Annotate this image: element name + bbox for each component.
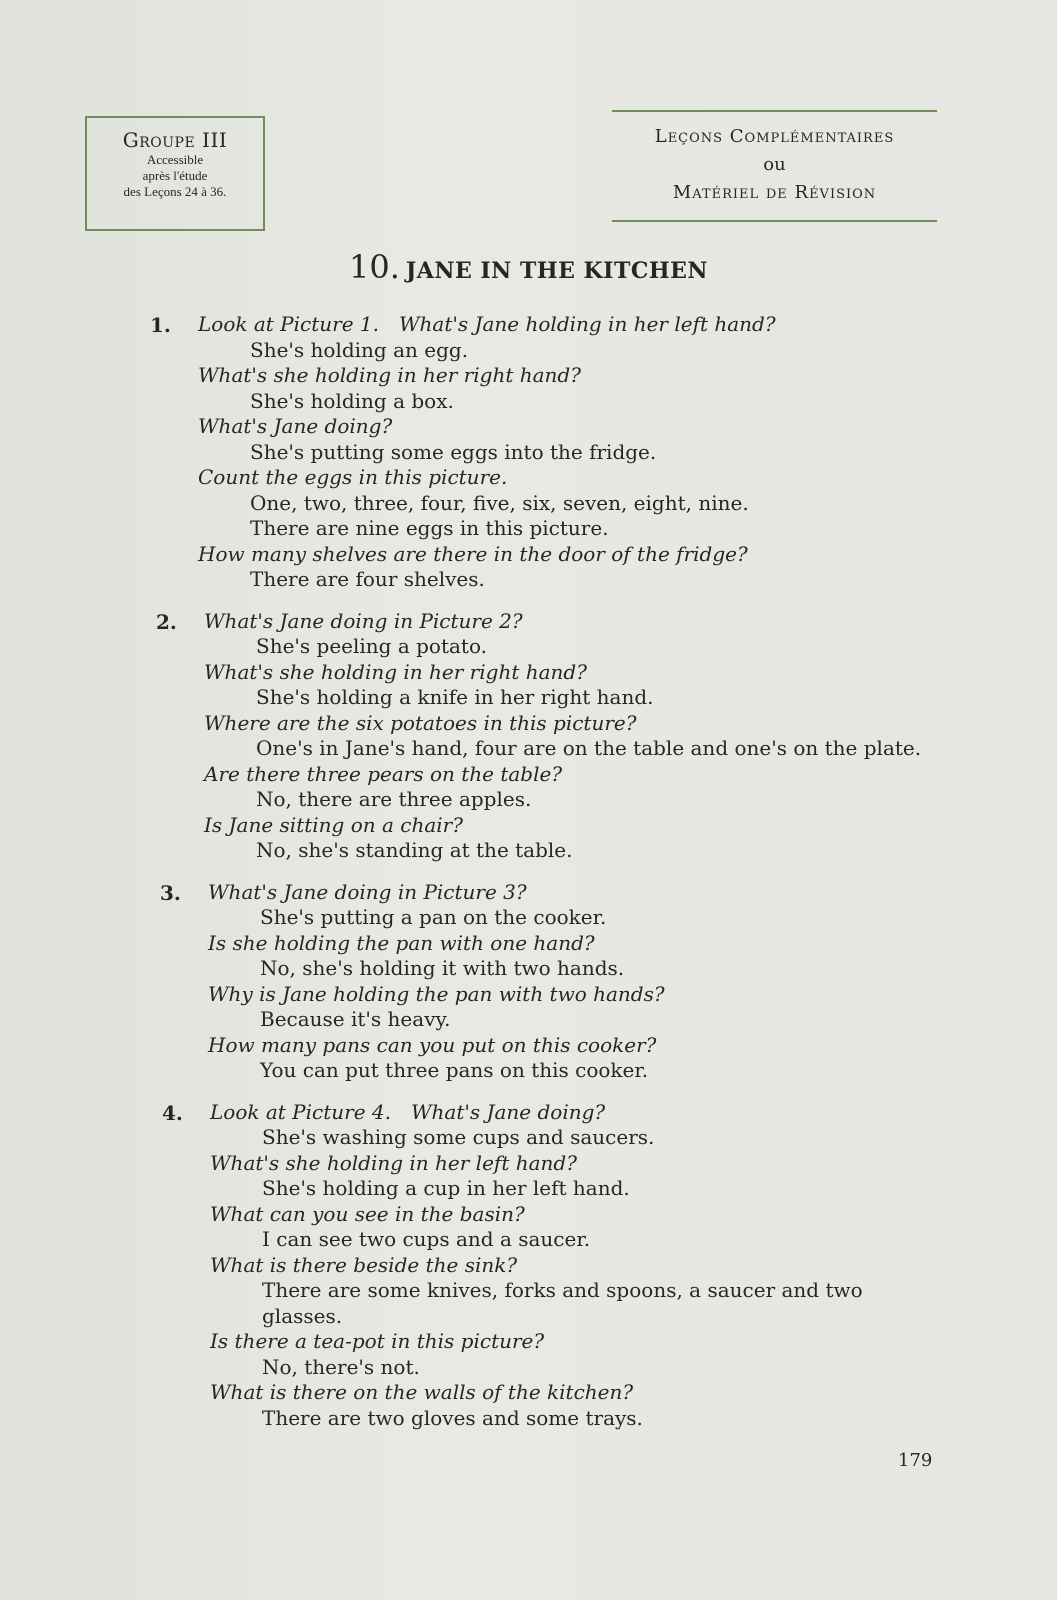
answer-line [210, 1355, 940, 1381]
page-number: 179 [898, 1450, 933, 1471]
group-note-line: des Leçons 24 à 36. [123, 184, 227, 199]
answer-line [204, 787, 940, 813]
answer-line [198, 440, 940, 466]
answer-text: No, she's holding it with two hands. [260, 956, 625, 980]
question-text: What is there beside the sink? [210, 1252, 518, 1277]
question-line [198, 465, 940, 491]
question-text: What's she holding in her right hand? [198, 363, 581, 387]
question-text: How many shelves are there in the door of the fridge? [198, 541, 748, 566]
question-text: Is Jane sitting on a chair? [204, 812, 463, 837]
answer-text: There are some knives, forks and spoons, a saucer and two glasses. [262, 1278, 863, 1328]
answer-line [208, 956, 940, 982]
answer-line [198, 338, 940, 364]
group-note-line: après l'étude [142, 168, 208, 183]
section-number: 2. [156, 609, 177, 634]
question-line [210, 1253, 940, 1279]
question-line [210, 1151, 940, 1177]
question-text: Count the eggs in this picture. [198, 465, 508, 489]
question-line [204, 711, 940, 737]
question-line [204, 660, 940, 686]
question-line [198, 542, 940, 568]
exercise-section [162, 1100, 940, 1432]
question-text: Are there three pears on the table? [204, 761, 563, 786]
answer-line [198, 389, 940, 415]
answer-text: She's washing some cups and saucers. [262, 1125, 655, 1149]
answer-line [208, 905, 940, 931]
section-number: 4. [162, 1100, 183, 1125]
group-note-line: Accessible [146, 152, 204, 167]
question-line [210, 1202, 940, 1228]
question-text: Why is Jane holding the pan with two hands? [208, 981, 665, 1006]
question-line [210, 1100, 940, 1126]
answer-text: I can see two cups and a saucer. [262, 1227, 591, 1251]
question-line [204, 609, 940, 635]
question-text: What's she holding in her right hand? [204, 659, 587, 684]
answer-text: Because it's heavy. [260, 1007, 451, 1031]
exercise-section [160, 880, 940, 1084]
answer-text: There are two gloves and some trays. [262, 1405, 643, 1430]
answer-line [210, 1227, 940, 1253]
answer-line [208, 1058, 940, 1084]
answer-text: One, two, three, four, five, six, seven, eight, nine. [250, 490, 749, 515]
answer-line [204, 685, 940, 711]
question-text: What's Jane doing? [198, 414, 393, 438]
lesson-number: 10. [348, 248, 400, 286]
question-text: Look at Picture 1. [198, 312, 379, 336]
answer-text: There are four shelves. [250, 567, 485, 591]
question-line [204, 762, 940, 788]
question-line [210, 1380, 940, 1406]
question-line [210, 1329, 940, 1355]
question-text: What's she holding in her left hand? [210, 1150, 577, 1175]
question-line [198, 312, 940, 338]
revision-box [612, 110, 937, 222]
lesson-title-text: JANE IN THE KITCHEN [405, 258, 708, 284]
answer-text: She's peeling a potato. [256, 634, 488, 658]
answer-text: She's holding a box. [250, 388, 454, 413]
answer-line [204, 634, 940, 660]
answer-text: No, there's not. [262, 1354, 420, 1379]
revision-ou: ou [763, 154, 786, 175]
question-line [208, 1033, 940, 1059]
question-line [198, 363, 940, 389]
lesson-content [150, 312, 940, 1447]
answer-line [198, 516, 940, 542]
answer-text: You can put three pans on this cooker. [260, 1058, 649, 1082]
revision-line: Matériel de Révision [672, 182, 877, 203]
answer-line [204, 838, 940, 864]
answer-text: She's holding a knife in her right hand. [256, 685, 654, 709]
question-text: Where are the six potatoes in this picture? [204, 710, 637, 735]
question-line [204, 813, 940, 839]
question-text: What's Jane doing in Picture 3? [208, 879, 527, 904]
answer-line [198, 491, 940, 517]
answer-line [210, 1176, 940, 1202]
answer-text: She's putting some eggs into the fridge. [250, 439, 657, 464]
answer-text: No, she's standing at the table. [256, 838, 573, 862]
exercise-section [156, 609, 940, 864]
answer-text: No, there are three apples. [256, 787, 532, 811]
question-text: How many pans can you put on this cooker? [208, 1032, 657, 1057]
answer-text: One's in Jane's hand, four are on the table and one's on the plate. [256, 736, 922, 760]
answer-line [210, 1278, 940, 1329]
question-text: Look at Picture 4. [210, 1099, 391, 1124]
exercise-section [150, 312, 940, 593]
revision-line: Leçons Complémentaires [654, 126, 895, 147]
answer-text: She's holding an egg. [250, 337, 469, 362]
question-line [208, 880, 940, 906]
question-line [208, 982, 940, 1008]
answer-line [210, 1406, 940, 1432]
answer-line [208, 1007, 940, 1033]
group-box [85, 116, 265, 231]
section-number: 1. [150, 313, 171, 337]
question-line [208, 931, 940, 957]
question-text: What's Jane holding in her left hand? [398, 312, 776, 336]
answer-line [210, 1125, 940, 1151]
answer-line [204, 736, 940, 762]
answer-line [198, 567, 940, 593]
question-text: Is there a tea-pot in this picture? [210, 1329, 545, 1353]
question-text: What's Jane doing? [410, 1099, 606, 1124]
question-text: Is she holding the pan with one hand? [208, 930, 595, 955]
section-number: 3. [160, 880, 181, 905]
question-text: What is there on the walls of the kitchen? [210, 1380, 634, 1404]
question-line [198, 414, 940, 440]
answer-text: There are nine eggs in this picture. [250, 516, 609, 540]
answer-text: She's holding a cup in her left hand. [262, 1176, 630, 1200]
question-text: What can you see in the basin? [210, 1201, 525, 1226]
question-text: What's Jane doing in Picture 2? [204, 608, 523, 633]
lesson-title [0, 248, 1057, 286]
group-title: Groupe III [122, 128, 228, 152]
answer-text: She's putting a pan on the cooker. [260, 905, 607, 929]
